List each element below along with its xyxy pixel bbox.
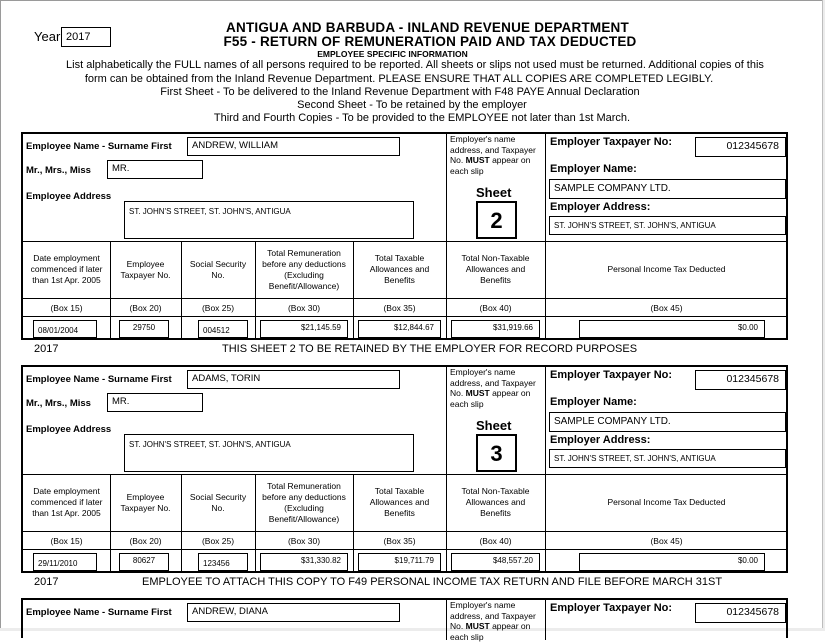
employer-name-field: SAMPLE COMPANY LTD. <box>549 412 786 432</box>
column-header-line: Employee <box>110 259 181 270</box>
employer-note <box>450 600 546 642</box>
column-header-line: Allowances and <box>353 497 446 508</box>
column-header-line: Benefits <box>353 275 446 286</box>
column-header-line: before any deductions <box>255 259 353 270</box>
column-header <box>353 486 446 519</box>
value-field: $48,557.20 <box>451 553 540 571</box>
divider <box>446 600 447 640</box>
title-field: MR. <box>107 393 203 412</box>
box-code: (Box 35) <box>353 303 446 313</box>
column-header-line: Allowances and <box>446 497 545 508</box>
divider <box>23 298 788 299</box>
column-header-line: Social Security <box>181 492 255 503</box>
employer-taxpayer-label: Employer Taxpayer No: <box>550 369 672 381</box>
employer-note-line: Employer's name <box>450 367 546 378</box>
employer-note-no: No. <box>450 388 463 398</box>
box-code: (Box 45) <box>545 536 788 546</box>
column-header-line: Benefits <box>353 508 446 519</box>
employer-note-no: No. <box>450 621 463 631</box>
employee-name-field: ADAMS, TORIN <box>187 370 400 389</box>
column-header-line: Allowances and <box>446 264 545 275</box>
box-code: (Box 20) <box>110 536 181 546</box>
column-header-line: Social Security <box>181 259 255 270</box>
employer-note-line: each slip <box>450 166 546 177</box>
value-field: $19,711.79 <box>358 553 441 571</box>
value-field: 29750 <box>119 320 169 338</box>
column-header-line: Allowances and <box>353 264 446 275</box>
column-header-line: than 1st Apr. 2005 <box>23 275 110 286</box>
employer-note-no: No. <box>450 155 463 165</box>
column-header-line: Taxpayer No. <box>110 270 181 281</box>
employee-name-label: Employee Name - Surname First <box>26 141 172 152</box>
employer-note-line: address, and Taxpayer <box>450 378 546 389</box>
employer-address-field: ST. JOHN'S STREET, ST. JOHN'S, ANTIGUA <box>549 216 786 235</box>
address-label: Employee Address <box>26 191 111 202</box>
column-header-line: Benefits <box>446 275 545 286</box>
value-field: 004512 <box>198 320 248 338</box>
value-field: $31,919.66 <box>451 320 540 338</box>
address-field: ST. JOHN'S STREET, ST. JOHN'S, ANTIGUA <box>124 434 414 472</box>
employee-slip <box>21 598 788 638</box>
employee-name-field: ANDREW, DIANA <box>187 603 400 622</box>
employer-address-label: Employer Address: <box>550 434 650 446</box>
employer-note-line: each slip <box>450 399 546 410</box>
instruction-line-5: Third and Fourth Copies - To be provided to the EMPLOYEE not later than 1st March. <box>0 112 825 124</box>
column-header <box>353 253 446 286</box>
year-field: 2017 <box>61 27 111 47</box>
divider <box>181 474 182 571</box>
column-header <box>255 248 353 292</box>
column-header-line: commenced if later <box>23 497 110 508</box>
value-field: $0.00 <box>579 553 765 571</box>
box-code: (Box 40) <box>446 536 545 546</box>
employee-slip <box>21 365 788 573</box>
divider <box>545 474 546 571</box>
divider <box>23 316 788 317</box>
instruction-line-1: List alphabetically the FULL names of all persons required to be reported. All sheets or slips not used must be returned. Additional copies of this <box>0 59 825 71</box>
instruction-line-3: First Sheet - To be delivered to the Inland Revenue Department with F48 PAYE Annual Declaration <box>0 86 825 98</box>
column-header-line: Total Remuneration <box>255 248 353 259</box>
column-header-line: Total Non-Taxable <box>446 253 545 264</box>
value-field: $0.00 <box>579 320 765 338</box>
column-header <box>23 253 110 286</box>
column-header-line: No. <box>181 503 255 514</box>
box-code: (Box 20) <box>110 303 181 313</box>
value-field: $12,844.67 <box>358 320 441 338</box>
employer-note-line: address, and Taxpayer <box>450 145 546 156</box>
employer-note-appear: appear on <box>492 155 530 165</box>
column-header <box>181 259 255 281</box>
column-header <box>110 492 181 514</box>
employer-note-appear: appear on <box>492 388 530 398</box>
address-label: Employee Address <box>26 424 111 435</box>
employee-name-label: Employee Name - Surname First <box>26 374 172 385</box>
divider <box>181 241 182 338</box>
value-field: 08/01/2004 <box>33 320 97 338</box>
divider <box>110 241 111 338</box>
employee-slip <box>21 132 788 340</box>
divider <box>110 474 111 571</box>
employer-address-field: ST. JOHN'S STREET, ST. JOHN'S, ANTIGUA <box>549 449 786 468</box>
employer-taxpayer-field: 012345678 <box>695 370 786 390</box>
employer-note-line: each slip <box>450 632 546 642</box>
box-code: (Box 15) <box>23 303 110 313</box>
employer-taxpayer-label: Employer Taxpayer No: <box>550 136 672 148</box>
employer-note-line: address, and Taxpayer <box>450 611 546 622</box>
footer-year: 2017 <box>34 343 58 355</box>
sheet-number: 3 <box>476 434 517 472</box>
column-header <box>181 492 255 514</box>
employer-taxpayer-field: 012345678 <box>695 137 786 157</box>
employer-note <box>450 134 546 176</box>
column-header-line: Taxpayer No. <box>110 503 181 514</box>
value-field: $21,145.59 <box>260 320 348 338</box>
year-label: Year <box>34 29 60 44</box>
employee-name-label: Employee Name - Surname First <box>26 607 172 618</box>
value-field: 80627 <box>119 553 169 571</box>
title-label: Mr., Mrs., Miss <box>26 398 91 409</box>
employer-note-must: MUST <box>466 155 490 165</box>
column-header-line: Total Taxable <box>353 253 446 264</box>
column-header-line: Total Remuneration <box>255 481 353 492</box>
employer-name-label: Employer Name: <box>550 163 637 175</box>
column-header-line: Total Non-Taxable <box>446 486 545 497</box>
column-header-line: Total Taxable <box>353 486 446 497</box>
title-label: Mr., Mrs., Miss <box>26 165 91 176</box>
form-title-department: ANTIGUA AND BARBUDA - INLAND REVENUE DEPARTMENT <box>0 20 825 35</box>
column-header <box>23 486 110 519</box>
column-header-line: Benefit/Allowance) <box>255 514 353 525</box>
divider <box>446 367 447 474</box>
box-code: (Box 40) <box>446 303 545 313</box>
column-header-line: (Excluding <box>255 270 353 281</box>
column-header-line: than 1st Apr. 2005 <box>23 508 110 519</box>
box-code: (Box 25) <box>181 303 255 313</box>
employer-note-line <box>450 621 546 632</box>
footer-message: EMPLOYEE TO ATTACH THIS COPY TO F49 PERSONAL INCOME TAX RETURN AND FILE BEFORE MARCH 31ST <box>142 576 722 588</box>
employer-note-line <box>450 155 546 166</box>
employer-note-appear: appear on <box>492 621 530 631</box>
sheet-label: Sheet <box>476 185 511 200</box>
divider <box>23 241 788 242</box>
form-subtitle: EMPLOYEE SPECIFIC INFORMATION <box>0 49 785 59</box>
employer-note-line <box>450 388 546 399</box>
footer-year: 2017 <box>34 576 58 588</box>
divider <box>446 134 447 241</box>
box-code: (Box 15) <box>23 536 110 546</box>
address-field: ST. JOHN'S STREET, ST. JOHN'S, ANTIGUA <box>124 201 414 239</box>
box-code: (Box 25) <box>181 536 255 546</box>
column-header <box>545 497 788 508</box>
box-code: (Box 30) <box>255 303 353 313</box>
box-code: (Box 35) <box>353 536 446 546</box>
box-code: (Box 30) <box>255 536 353 546</box>
column-header-line: Personal Income Tax Deducted <box>545 264 788 275</box>
column-header-line: Date employment <box>23 253 110 264</box>
column-header <box>255 481 353 525</box>
value-field: $31,330.82 <box>260 553 348 571</box>
column-header <box>110 259 181 281</box>
column-header-line: Personal Income Tax Deducted <box>545 497 788 508</box>
instruction-line-2: form can be obtained from the Inland Revenue Department. PLEASE ENSURE THAT ALL COPIES ARE COMPLETED LEGIBLY. <box>0 73 814 85</box>
column-header <box>545 264 788 275</box>
sheet-label: Sheet <box>476 418 511 433</box>
employer-address-label: Employer Address: <box>550 201 650 213</box>
employer-note <box>450 367 546 409</box>
employer-note-must: MUST <box>466 388 490 398</box>
column-header <box>446 253 545 286</box>
column-header-line: Benefits <box>446 508 545 519</box>
column-header-line: (Excluding <box>255 503 353 514</box>
employer-note-must: MUST <box>466 621 490 631</box>
footer-message: THIS SHEET 2 TO BE RETAINED BY THE EMPLOYER FOR RECORD PURPOSES <box>222 343 637 355</box>
form-title-return: F55 - RETURN OF REMUNERATION PAID AND TAX DEDUCTED <box>0 34 825 49</box>
employer-note-line: Employer's name <box>450 134 546 145</box>
column-header-line: before any deductions <box>255 492 353 503</box>
divider <box>23 474 788 475</box>
title-field: MR. <box>107 160 203 179</box>
employer-note-line: Employer's name <box>450 600 546 611</box>
column-header-line: Date employment <box>23 486 110 497</box>
divider <box>23 531 788 532</box>
divider <box>545 241 546 338</box>
column-header-line: Employee <box>110 492 181 503</box>
value-field: 123456 <box>198 553 248 571</box>
column-header <box>446 486 545 519</box>
column-header-line: No. <box>181 270 255 281</box>
value-field: 29/11/2010 <box>33 553 97 571</box>
box-code: (Box 45) <box>545 303 788 313</box>
column-header-line: commenced if later <box>23 264 110 275</box>
divider <box>23 549 788 550</box>
employer-name-label: Employer Name: <box>550 396 637 408</box>
instruction-line-4: Second Sheet - To be retained by the employer <box>0 99 825 111</box>
employee-name-field: ANDREW, WILLIAM <box>187 137 400 156</box>
employer-taxpayer-field: 012345678 <box>695 603 786 623</box>
employer-taxpayer-label: Employer Taxpayer No: <box>550 602 672 614</box>
column-header-line: Benefit/Allowance) <box>255 281 353 292</box>
sheet-number: 2 <box>476 201 517 239</box>
employer-name-field: SAMPLE COMPANY LTD. <box>549 179 786 199</box>
